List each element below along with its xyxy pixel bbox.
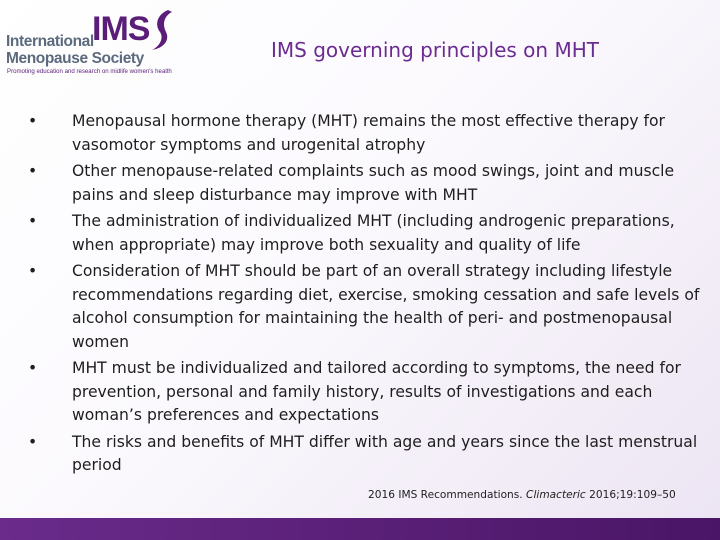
bullet-item: • Consideration of MHT should be part of an overall strategy including lifestyle recommendations regarding diet, exercise, smoking cessation and safe levels of alcohol consumption for maintaining the health of peri- and postmenopausal women: [36, 260, 708, 354]
bullet-item: • The risks and benefits of MHT differ with age and years since the last menstrual period: [36, 431, 708, 478]
logo-line-menopause-society: Menopause Society: [6, 50, 144, 67]
citation-journal: Climacteric: [526, 489, 586, 501]
citation: [368, 489, 676, 501]
ims-logo: [6, 6, 174, 82]
principles-list: [36, 110, 708, 481]
slide-title: IMS governing principles on MHT: [271, 38, 599, 62]
citation-suffix: 2016;19:109–50: [589, 489, 676, 501]
bullet-item: • Other menopause-related complaints such as mood swings, joint and muscle pains and sleep disturbance may improve with MHT: [36, 160, 708, 207]
bullet-item: • MHT must be individualized and tailored according to symptoms, the need for prevention, personal and family history, results of investigations and each woman’s preferences and expectations: [36, 357, 708, 428]
logo-line-international: International: [6, 33, 94, 50]
footer-bar: [0, 518, 720, 540]
logo-swoosh-icon: [148, 8, 174, 52]
logo-brand-ims: IMS: [92, 10, 150, 48]
bullet-item: • The administration of individualized MHT (including androgenic preparations, when appropriate) may improve both sexuality and quality of life: [36, 210, 708, 257]
citation-prefix: 2016 IMS Recommendations.: [368, 489, 523, 501]
bullet-item: • Menopausal hormone therapy (MHT) remains the most effective therapy for vasomotor symptoms and urogenital atrophy: [36, 110, 708, 157]
logo-tagline: Promoting education and research on midlife women's health: [7, 68, 172, 75]
